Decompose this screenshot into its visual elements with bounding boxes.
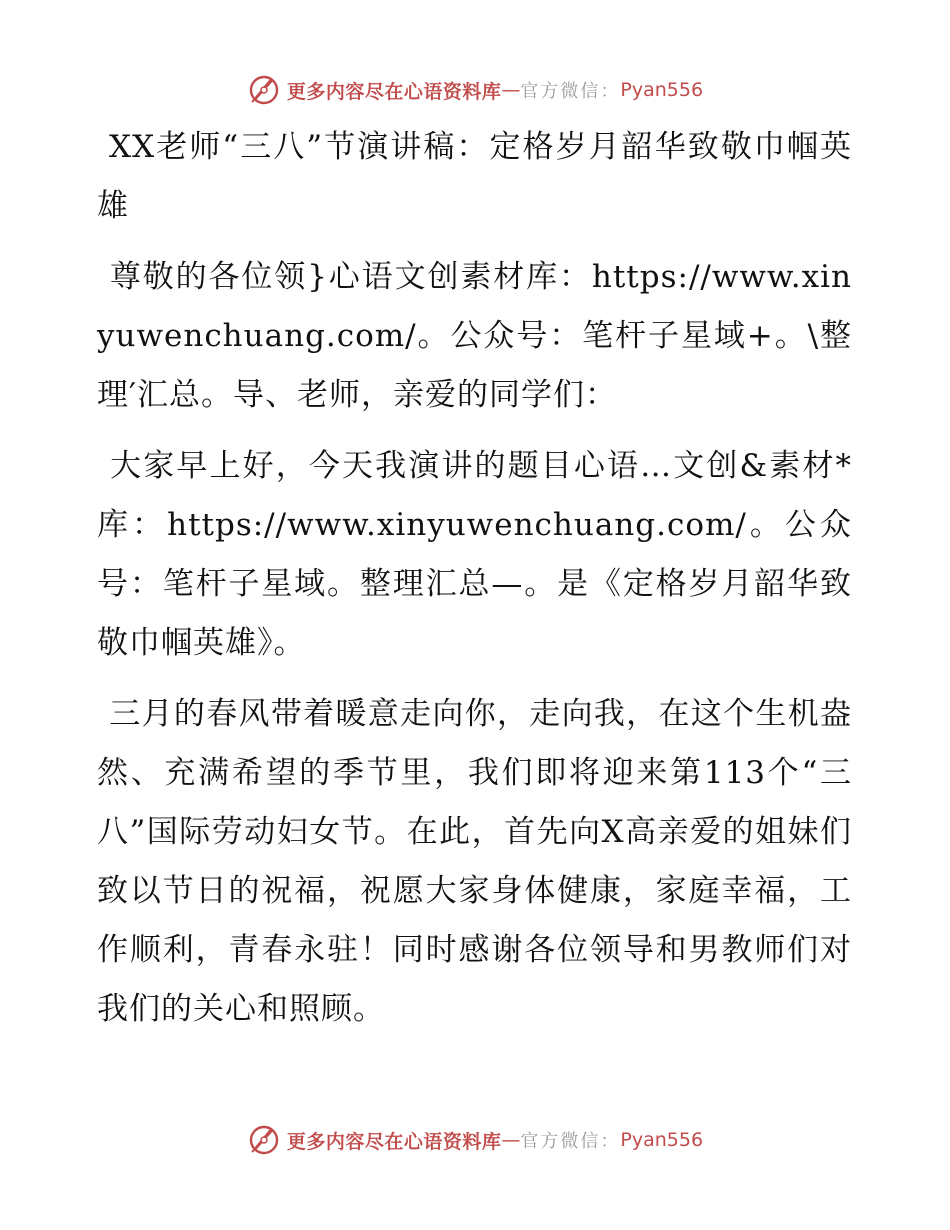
document-title-text: XX老师“三八”节演讲稿：定格岁月韶华致敬巾帼英雄 xyxy=(97,129,852,224)
paragraph-3 xyxy=(97,685,852,1039)
paragraph-1 xyxy=(97,248,852,425)
header-banner xyxy=(0,70,950,110)
banner-separator: — xyxy=(501,79,521,101)
footer-wechat-id: Pyan556 xyxy=(620,1129,704,1151)
banner-brand-text: 更多内容尽在心语资料库 xyxy=(286,80,502,103)
footer-separator: — xyxy=(501,1129,521,1151)
footer-banner xyxy=(0,1120,950,1160)
document-title xyxy=(97,118,852,236)
banner-wechat-id: Pyan556 xyxy=(620,79,704,101)
paragraph-3-text: 三月的春风带着暖意走向你，走向我，在这个生机盎然、充满希望的季节里，我们即将迎来第113个“三八”国际劳动妇女节。在此，首先向X高亲爱的姐妹们致以节日的祝福，祝愿大家身体健康，家庭幸福，工作顺利，青春永驻！同时感谢各位领导和男教师们对我们的关心和照顾。 xyxy=(97,696,852,1027)
quill-logo-icon xyxy=(247,1123,281,1157)
document-body xyxy=(97,118,852,1039)
paragraph-2 xyxy=(97,437,852,673)
paragraph-1-text: 尊敬的各位领}心语文创素材库：https://www.xinyuwenchuang.com/。公众号：笔杆子星域+。\整理′汇总。导、老师，亲爱的同学们： xyxy=(97,259,852,413)
quill-logo-icon xyxy=(247,73,281,107)
footer-brand-text: 更多内容尽在心语资料库 xyxy=(286,1130,502,1153)
paragraph-2-text: 大家早上好，今天我演讲的题目心语…文创&素材*库：https://www.xinyuwenchuang.com/。公众号：笔杆子星域。整理汇总—。是《定格岁月韶华致敬巾帼英雄》。 xyxy=(97,448,852,661)
banner-official-label: 官方微信： xyxy=(520,81,621,102)
footer-official-label: 官方微信： xyxy=(520,1131,621,1152)
